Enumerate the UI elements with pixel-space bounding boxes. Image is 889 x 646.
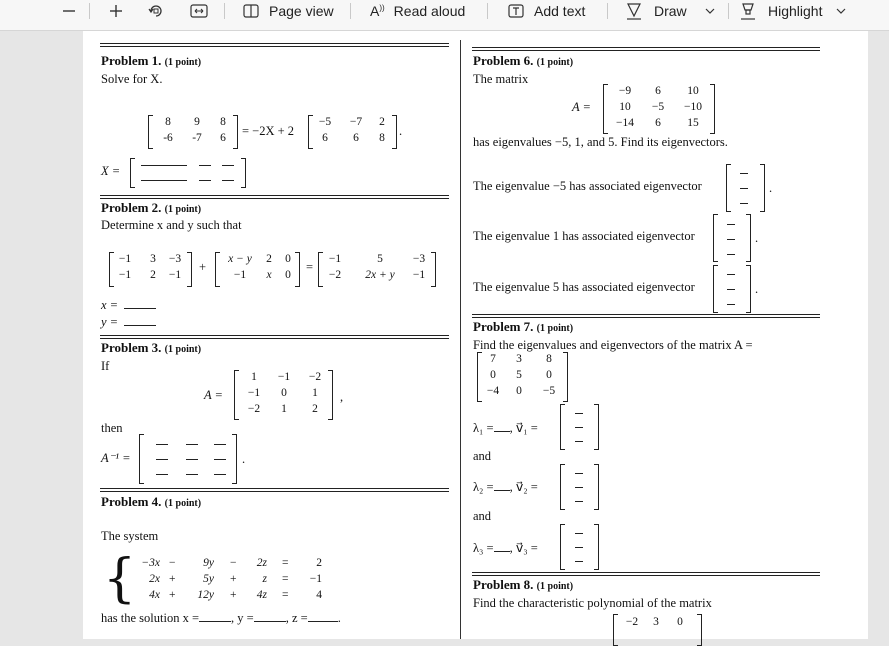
system-term: z <box>262 573 267 585</box>
matrix-cell: 1 <box>281 403 287 415</box>
x-label: x = <box>101 298 119 312</box>
system-op: + <box>169 589 176 601</box>
minus-button[interactable] <box>62 0 76 22</box>
draw-icon <box>626 2 642 20</box>
equals-sign: = <box>306 260 314 274</box>
lambda-3-line: λ₃ = , v⃗₃ = <box>473 541 538 555</box>
matrix-cell: 0 <box>490 369 496 381</box>
matrix-cell: −2 <box>247 403 261 415</box>
matrix-cell: 2 <box>266 253 272 265</box>
matrix-cell: 8 <box>379 132 385 144</box>
system-term: 4 <box>316 589 322 601</box>
answer-blank[interactable] <box>575 547 583 548</box>
matrix-cell: 2 <box>150 269 156 281</box>
solution-line: has the solution x = , y = , z = . <box>101 611 341 625</box>
answer-blank[interactable] <box>186 444 198 445</box>
matrix-cell: −2 <box>328 269 342 281</box>
eigenvector-2-text: The eigenvalue 1 has associated eigenvector <box>473 229 695 243</box>
answer-blank[interactable] <box>727 224 735 225</box>
system-term: 2 <box>316 557 322 569</box>
matrix-cell: 7 <box>490 353 496 365</box>
system-brace: { <box>103 549 137 609</box>
equation-operator: = −2X + 2 <box>242 124 295 138</box>
problem-8-title: Problem 8. (1 point) <box>473 577 574 592</box>
system-term: 5y <box>203 573 214 585</box>
problem-6-prompt: The matrix <box>473 72 529 86</box>
system-term: 9y <box>203 557 214 569</box>
answer-blank[interactable] <box>575 487 583 488</box>
lambda-1-line: λ₁ = , v⃗₁ = <box>473 421 538 435</box>
toolbar <box>0 0 889 31</box>
matrix-cell: −1 <box>118 253 132 265</box>
system-term: 2x <box>149 573 160 585</box>
answer-blank[interactable] <box>214 459 226 460</box>
matrix-cell: 8 <box>546 353 552 365</box>
matrix-cell: −5 <box>651 101 665 113</box>
matrix-cell: 1 <box>251 371 257 383</box>
draw-button[interactable] <box>626 0 715 22</box>
system-op: − <box>169 557 176 569</box>
page-view-label: Page view <box>269 3 334 19</box>
matrix-cell: −2 <box>625 616 639 628</box>
matrix-cell: 6 <box>655 85 661 97</box>
draw-label: Draw <box>654 3 687 19</box>
read-aloud-button[interactable] <box>370 0 465 22</box>
add-text-icon <box>507 3 525 19</box>
fit-width-button[interactable] <box>190 0 208 22</box>
matrix-cell: 10 <box>619 101 631 113</box>
then-label: then <box>101 421 123 435</box>
matrix-cell: 0 <box>281 387 287 399</box>
a-label: A = <box>204 388 223 402</box>
y-label: y = <box>101 315 119 329</box>
answer-blank[interactable] <box>727 239 735 240</box>
answer-blank[interactable] <box>308 621 338 622</box>
matrix-cell: −1 <box>277 371 291 383</box>
page-view-icon <box>242 3 260 19</box>
answer-blank[interactable] <box>575 561 583 562</box>
a-label: A = <box>572 100 591 114</box>
answer-blank[interactable] <box>575 441 583 442</box>
plus-sign: + <box>199 260 207 274</box>
matrix-cell: −1 <box>233 269 247 281</box>
read-aloud-label: Read aloud <box>393 3 466 19</box>
highlighter-icon <box>740 2 756 20</box>
answer-blank[interactable] <box>575 533 583 534</box>
problem-2-title: Problem 2. (1 point) <box>101 200 202 215</box>
if-label: If <box>101 359 110 373</box>
answer-blank[interactable] <box>727 304 735 305</box>
matrix-cell: 0 <box>516 385 522 397</box>
a-inverse-label: A⁻¹ = <box>101 451 131 465</box>
plus-button[interactable] <box>108 0 124 22</box>
problem-rule <box>100 43 449 44</box>
chevron-down-icon <box>705 7 715 15</box>
rotate-button[interactable] <box>147 0 165 22</box>
lambda-2-line: λ₂ = , v⃗₂ = <box>473 480 538 494</box>
matrix-cell: 5 <box>516 369 522 381</box>
system-op: + <box>230 589 237 601</box>
problem-7-prompt: Find the eigenvalues and eigenvectors of the matrix A = <box>473 338 753 352</box>
matrix-cell: 2 <box>312 403 318 415</box>
matrix-cell: 6 <box>220 132 226 144</box>
problem-1-title: Problem 1. (1 point) <box>101 53 202 68</box>
system-term: −3x <box>141 557 160 569</box>
answer-blank[interactable] <box>575 413 583 414</box>
matrix-cell: 3 <box>516 353 522 365</box>
answer-blank[interactable] <box>156 474 168 475</box>
answer-blank[interactable] <box>214 444 226 445</box>
answer-blank[interactable] <box>740 203 748 204</box>
system-op: + <box>230 573 237 585</box>
answer-blank[interactable] <box>494 431 510 432</box>
system-term: 12y <box>197 589 214 601</box>
page-view-button[interactable] <box>242 0 334 22</box>
column-divider <box>460 40 461 639</box>
answer-blank[interactable] <box>727 254 735 255</box>
matrix-cell: −4 <box>486 385 500 397</box>
system-op: + <box>169 573 176 585</box>
matrix-cell: 6 <box>322 132 328 144</box>
matrix-cell: 3 <box>150 253 156 265</box>
eigenvalues-text: has eigenvalues −5, 1, and 5. Find its eigenvectors. <box>473 135 728 149</box>
matrix-cell: −3 <box>412 253 426 265</box>
matrix-cell: 0 <box>546 369 552 381</box>
answer-blank[interactable] <box>199 621 231 622</box>
matrix-cell: 3 <box>653 616 659 628</box>
system-op: = <box>282 589 289 601</box>
answer-blank[interactable] <box>124 325 156 326</box>
matrix-cell: 1 <box>312 387 318 399</box>
answer-blank[interactable] <box>156 459 168 460</box>
system-term: 4z <box>256 589 267 601</box>
eigenvector-3-text: The eigenvalue 5 has associated eigenvector <box>473 280 695 294</box>
problem-rule <box>100 46 449 47</box>
answer-blank[interactable] <box>214 474 226 475</box>
matrix-cell: 0 <box>285 253 291 265</box>
matrix-cell: 10 <box>687 85 699 97</box>
matrix-cell: −1 <box>412 269 426 281</box>
answer-blank[interactable] <box>727 274 735 275</box>
add-text-button[interactable] <box>507 0 585 22</box>
system-op: = <box>282 557 289 569</box>
answer-blank[interactable] <box>727 289 735 290</box>
problem-1-prompt: Solve for X. <box>101 72 163 86</box>
read-aloud-icon: A)) <box>370 3 385 19</box>
answer-blank[interactable] <box>222 165 234 166</box>
matrix-cell: 8 <box>165 116 171 128</box>
rotate-icon <box>147 2 165 20</box>
matrix-cell: 0 <box>285 269 291 281</box>
highlight-label: Highlight <box>768 3 823 19</box>
matrix-cell: 8 <box>220 116 226 128</box>
matrix-cell: −14 <box>616 117 634 129</box>
matrix-cell: 9 <box>194 116 200 128</box>
x-label: X = <box>101 164 121 178</box>
answer-blank[interactable] <box>575 501 583 502</box>
matrix-cell: −1 <box>118 269 132 281</box>
system-term: 2z <box>256 557 267 569</box>
matrix-cell: x − y <box>228 253 252 265</box>
matrix-cell: -6 <box>163 132 173 144</box>
problem-2-prompt: Determine x and y such that <box>101 218 242 232</box>
answer-blank[interactable] <box>186 459 198 460</box>
problem-8-prompt: Find the characteristic polynomial of the matrix <box>473 596 712 610</box>
plus-icon <box>108 3 124 19</box>
system-op: − <box>230 557 237 569</box>
answer-blank[interactable] <box>222 180 234 181</box>
problem-4-title: Problem 4. (1 point) <box>101 494 202 509</box>
system-term: −1 <box>309 573 322 585</box>
matrix-cell: −7 <box>349 116 363 128</box>
and-label: and <box>473 509 492 523</box>
add-text-label: Add text <box>534 3 586 19</box>
fit-width-icon <box>190 3 208 19</box>
answer-blank[interactable] <box>740 188 748 189</box>
system-term: 4x <box>149 589 160 601</box>
answer-blank[interactable] <box>199 180 211 181</box>
answer-blank[interactable] <box>186 474 198 475</box>
answer-blank[interactable] <box>156 444 168 445</box>
matrix-cell: 15 <box>687 117 699 129</box>
matrix-cell: −1 <box>168 269 182 281</box>
answer-blank[interactable] <box>141 180 187 181</box>
matrix-cell: −2 <box>308 371 322 383</box>
matrix-cell: 6 <box>655 117 661 129</box>
highlight-button[interactable] <box>740 0 846 22</box>
answer-blank[interactable] <box>575 473 583 474</box>
matrix-cell: −1 <box>328 253 342 265</box>
problem-7-title: Problem 7. (1 point) <box>473 319 574 334</box>
answer-blank[interactable] <box>740 173 748 174</box>
problem-6-title: Problem 6. (1 point) <box>473 53 574 68</box>
answer-blank[interactable] <box>494 490 510 491</box>
answer-blank[interactable] <box>494 551 510 552</box>
answer-blank[interactable] <box>254 621 286 622</box>
problem-3-title: Problem 3. (1 point) <box>101 340 202 355</box>
matrix-cell: −10 <box>684 101 702 113</box>
matrix-cell: 2x + y <box>365 269 395 281</box>
and-label: and <box>473 449 492 463</box>
answer-blank[interactable] <box>141 165 187 166</box>
matrix-cell: x <box>266 269 272 281</box>
matrix-cell: −5 <box>542 385 556 397</box>
answer-blank[interactable] <box>575 427 583 428</box>
matrix-cell: −1 <box>247 387 261 399</box>
matrix-cell: 5 <box>377 253 383 265</box>
matrix-cell: -7 <box>192 132 202 144</box>
matrix-cell: 6 <box>353 132 359 144</box>
chevron-down-icon <box>836 7 846 15</box>
matrix-cell: −9 <box>618 85 632 97</box>
matrix-cell: 2 <box>379 116 385 128</box>
answer-blank[interactable] <box>124 308 156 309</box>
matrix-cell: −3 <box>168 253 182 265</box>
answer-blank[interactable] <box>199 165 211 166</box>
system-op: = <box>282 573 289 585</box>
eigenvector-1-text: The eigenvalue −5 has associated eigenvector <box>473 179 702 193</box>
problem-4-prompt: The system <box>101 529 159 543</box>
matrix-cell: −5 <box>318 116 332 128</box>
matrix-cell: 0 <box>677 616 683 628</box>
minus-icon <box>62 4 76 18</box>
